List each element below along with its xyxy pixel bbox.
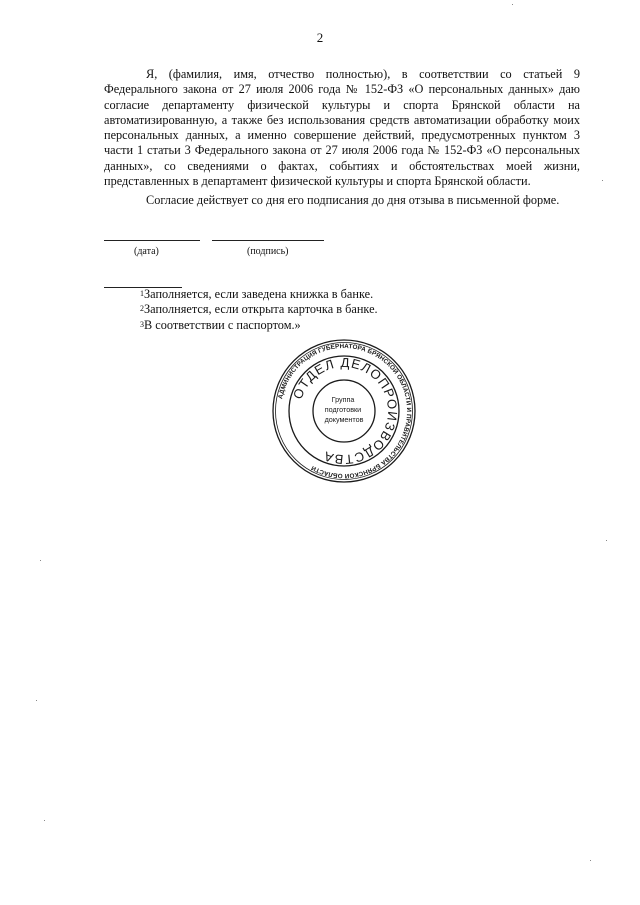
- scan-speck: [606, 540, 607, 541]
- scan-speck: [44, 820, 45, 821]
- signature-line: [212, 240, 324, 241]
- footnote-mark: 3: [140, 319, 144, 329]
- stamp-ring-text: ОТДЕЛ ДЕЛОПРОИЗВОДСТВА: [289, 354, 401, 468]
- scan-speck: [40, 560, 41, 561]
- date-caption: (дата): [134, 246, 159, 257]
- office-stamp: [271, 338, 417, 484]
- footnotes: [140, 287, 378, 333]
- signature-caption: (подпись): [247, 246, 289, 257]
- footnote-text: Заполняется, если заведена книжка в банке.: [144, 287, 374, 301]
- stamp-center-text: [325, 395, 364, 424]
- signature-block: [104, 240, 334, 260]
- stamp-center-line: подготовки: [324, 405, 362, 414]
- stamp-center-line: документов: [324, 415, 364, 424]
- footnote-3: [140, 318, 378, 333]
- footnote-text: Заполняется, если открыта карточка в банке.: [144, 302, 378, 317]
- scan-speck: [36, 700, 37, 701]
- scan-speck: [590, 860, 591, 861]
- scan-speck: [602, 180, 603, 181]
- stamp-center-line: Группа: [331, 395, 355, 404]
- page-number: 2: [316, 30, 324, 45]
- footnote-mark: 2: [140, 304, 144, 314]
- footnote-text: В соответствии с паспортом.»: [144, 317, 301, 332]
- scan-speck: [512, 4, 513, 5]
- footnote-2: [140, 302, 378, 317]
- date-line: [104, 240, 200, 241]
- footnote-mark: 1: [140, 289, 144, 298]
- validity-paragraph: Согласие действует со дня его подписания до дня отзыва в письменной форме.: [146, 193, 560, 208]
- consent-paragraph: Я, (фамилия, имя, отчество полностью), в соответствии со статьей 9 Федерального закона от 27 июля 2006 года № 152-ФЗ «О персональных данных» даю согласие департаменту физической культуры и спорта Брянской области на автоматизированную, а также без использования средств автоматизации обработку моих персональных данных, а именно совершение действий, предусмотренных пунктом 3 части 1 статьи 3 Федерального закона от 27 июля 2006 года № 152-ФЗ «О персональных данных», со сведениями о фактах, событиях и обстоятельствах моей жизни, представленных в департамент физической культуры и спорта Брянской области.: [104, 67, 580, 189]
- consent-text: [104, 67, 580, 209]
- footnote-1: [140, 287, 378, 302]
- stamp-outer-text: АДМИНИСТРАЦИЯ ГУБЕРНАТОРА БРЯНСКОЙ ОБЛАСТИ И ПРАВИТЕЛЬСТВА БРЯНСКОЙ ОБЛАСТИ: [277, 342, 413, 480]
